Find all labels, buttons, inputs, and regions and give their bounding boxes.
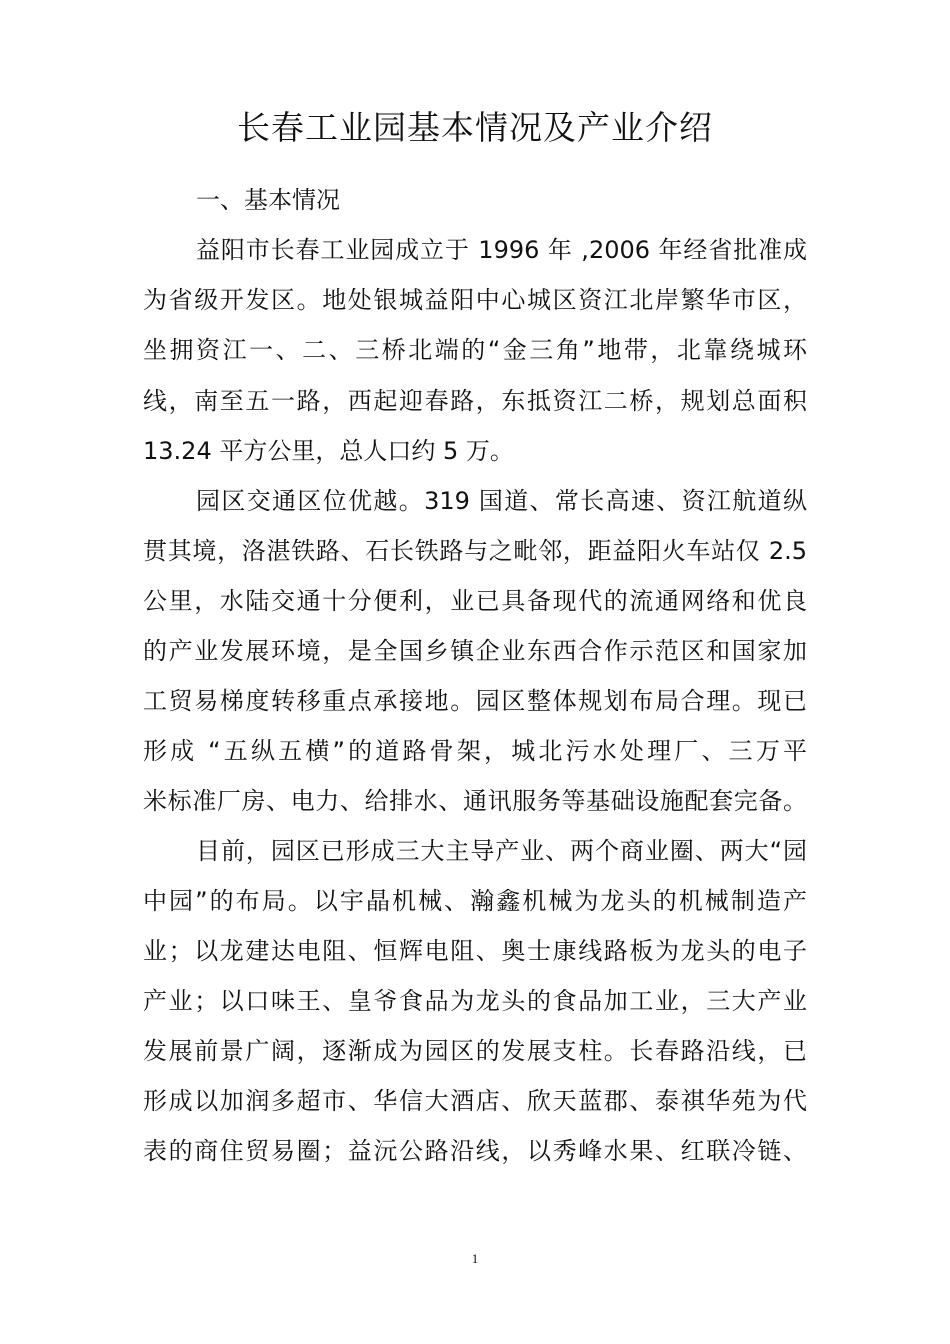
paragraph-line: 益阳市长春工业园成立于 1996 年 ,2006 年经省批准成 [196, 236, 807, 264]
paragraph-line: 13.24 平方公里，总人口约 5 万。 [143, 437, 514, 465]
section-heading: 一、基本情况 [196, 186, 340, 214]
paragraph-line: 发展前景广阔，逐渐成为园区的发展支柱。长春路沿线，已 [143, 1037, 807, 1065]
paragraph-line: 目前，园区已形成三大主导产业、两个商业圈、两大“园 [196, 837, 807, 865]
paragraph-line: 工贸易梯度转移重点承接地。园区整体规划布局合理。现已 [143, 687, 807, 715]
paragraph-line: 中园”的布局。以宇晶机械、瀚鑫机械为龙头的机械制造产 [143, 887, 807, 915]
paragraph-line: 的产业发展环境，是全国乡镇企业东西合作示范区和国家加 [143, 637, 807, 665]
page-number: 1 [471, 1251, 479, 1266]
document-title: 长春工业园基本情况及产业介绍 [237, 108, 713, 147]
paragraph-line: 贯其境，洛湛铁路、石长铁路与之毗邻，距益阳火车站仅 2.5 [143, 537, 807, 565]
paragraph-line: 坐拥资江一、二、三桥北端的“金三角”地带，北靠绕城环 [143, 336, 807, 364]
paragraph-line: 公里，水陆交通十分便利，业已具备现代的流通网络和优良 [143, 587, 807, 615]
paragraph-line: 线，南至五一路，西起迎春路，东抵资江二桥，规划总面积 [143, 387, 807, 415]
paragraph-line: 形成以加润多超市、华信大酒店、欣天蓝郡、泰祺华苑为代 [143, 1087, 807, 1115]
paragraph-line: 米标准厂房、电力、给排水、通讯服务等基础设施配套完备。 [143, 787, 807, 815]
paragraph-line: 园区交通区位优越。319 国道、常长高速、资江航道纵 [196, 487, 807, 515]
paragraph-line: 表的商住贸易圈；益沅公路沿线，以秀峰水果、红联冷链、 [143, 1137, 807, 1165]
paragraph-line: 为省级开发区。地处银城益阳中心城区资江北岸繁华市区， [143, 286, 807, 314]
paragraph-line: 产业；以口味王、皇爷食品为龙头的食品加工业，三大产业 [143, 987, 807, 1015]
paragraph-line: 形成 “五纵五横”的道路骨架，城北污水处理厂、三万平 [143, 737, 807, 765]
paragraph-line: 业；以龙建达电阻、恒辉电阻、奥士康线路板为龙头的电子 [143, 937, 807, 965]
